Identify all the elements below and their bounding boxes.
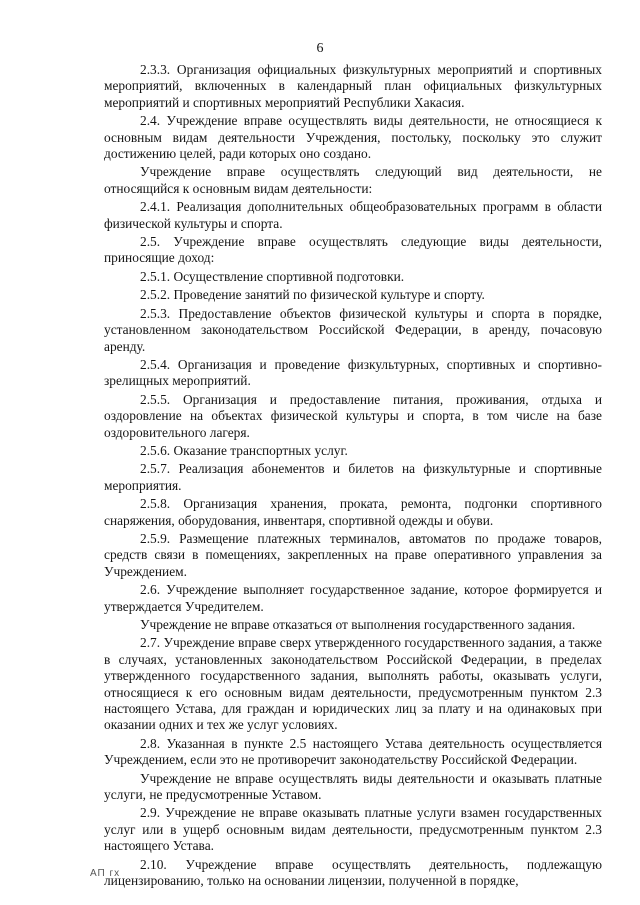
- page-number: 6: [316, 41, 324, 56]
- paragraph-2-3-3: 2.3.3. Организация официальных физкультурных мероприятий и спортивных мероприятий, включенных в календарный план официальных физкультурных мероприятий и спортивных мероприятий Республики Хакасия.: [104, 62, 602, 110]
- paragraph-2-9: 2.9. Учреждение не вправе оказывать платные услуги взамен государственных услуг или в ущерб основным видам деятельности, предусмотренным пунктом 2.3 настоящего Устава.: [104, 805, 602, 854]
- paragraph-2-6: 2.6. Учреждение выполняет государственное задание, которое формируется и утверждается Учредителем.: [104, 582, 602, 614]
- paragraph-2-5-1: 2.5.1. Осуществление спортивной подготовки.: [140, 268, 405, 284]
- paragraph-2-5-6: 2.5.6. Оказание транспортных услуг.: [140, 442, 348, 458]
- document-body: [104, 62, 602, 892]
- paragraph-2-5-3: 2.5.3. Предоставление объектов физической культуры и спорта в порядке, установленном законодательством Российской Федерации, в аренду, почасовую аренду.: [104, 305, 602, 354]
- paragraph-2-5-9: 2.5.9. Размещение платежных терминалов, автоматов по продаже товаров, средств связи в помещениях, закрепленных на праве оперативного управления за Учреждением.: [104, 530, 602, 579]
- paragraph-2-4-1: 2.4.1. Реализация дополнительных общеобразовательных программ в области физической культуры и спорта.: [104, 199, 602, 231]
- paragraph-2-6-note: Учреждение не вправе отказаться от выполнения государственного задания.: [140, 617, 576, 632]
- paragraph-2-4-intro: Учреждение вправе осуществлять следующий вид деятельности, не относящийся к основным видам деятельности:: [104, 164, 602, 196]
- paragraph-2-5-4: 2.5.4. Организация и проведение физкультурных, спортивных и спортивно-зрелищных мероприятий.: [104, 356, 602, 389]
- paragraph-2-5-2: 2.5.2. Проведение занятий по физической культуре и спорту.: [140, 287, 485, 303]
- paragraph-2-10: 2.10. Учреждение вправе осуществлять деятельность, подлежащую лицензированию, только на основании лицензии, полученной в порядке,: [104, 856, 602, 889]
- paragraph-2-5-8: 2.5.8. Организация хранения, проката, ремонта, подгонки спортивного снаряжения, оборудования, инвентаря, спортивной одежды и обуви.: [104, 496, 602, 528]
- paragraph-2-4: 2.4. Учреждение вправе осуществлять виды деятельности, не относящиеся к основным видам деятельности Учреждения, постольку, поскольку это служит достижению целей, ради которых оно создано.: [104, 113, 602, 162]
- paragraph-2-8-note: Учреждение не вправе осуществлять виды деятельности и оказывать платные услуги, не предусмотренные Уставом.: [104, 770, 602, 803]
- paragraph-2-5-7: 2.5.7. Реализация абонементов и билетов на физкультурные и спортивные мероприятия.: [104, 461, 602, 493]
- paragraph-2-5-5: 2.5.5. Организация и предоставление питания, проживания, отдыха и оздоровление на объектах физической культуры и спорта, в том числе на базе оздоровительного лагеря.: [104, 391, 602, 440]
- paragraph-2-7: 2.7. Учреждение вправе сверх утвержденного государственного задания, а также в случаях, установленных законодательством Российской Федерации, в пределах утвержденного государственного задания, выполнять работы, оказывать услуги, относящиеся к его основным видам деятельности, предусмотренным пунктом 2.3 настоящего Устава, для граждан и юридических лиц за плату и на одинаковых при оказании одних и тех же услуг условиях.: [104, 635, 602, 733]
- paragraph-2-8: 2.8. Указанная в пункте 2.5 настоящего Устава деятельность осуществляется Учреждением, если это не противоречит законодательству Российской Федерации.: [104, 735, 602, 768]
- paragraph-2-5: 2.5. Учреждение вправе осуществлять следующие виды деятельности, приносящие доход:: [104, 234, 602, 266]
- footer-mark: АП гх: [90, 868, 121, 879]
